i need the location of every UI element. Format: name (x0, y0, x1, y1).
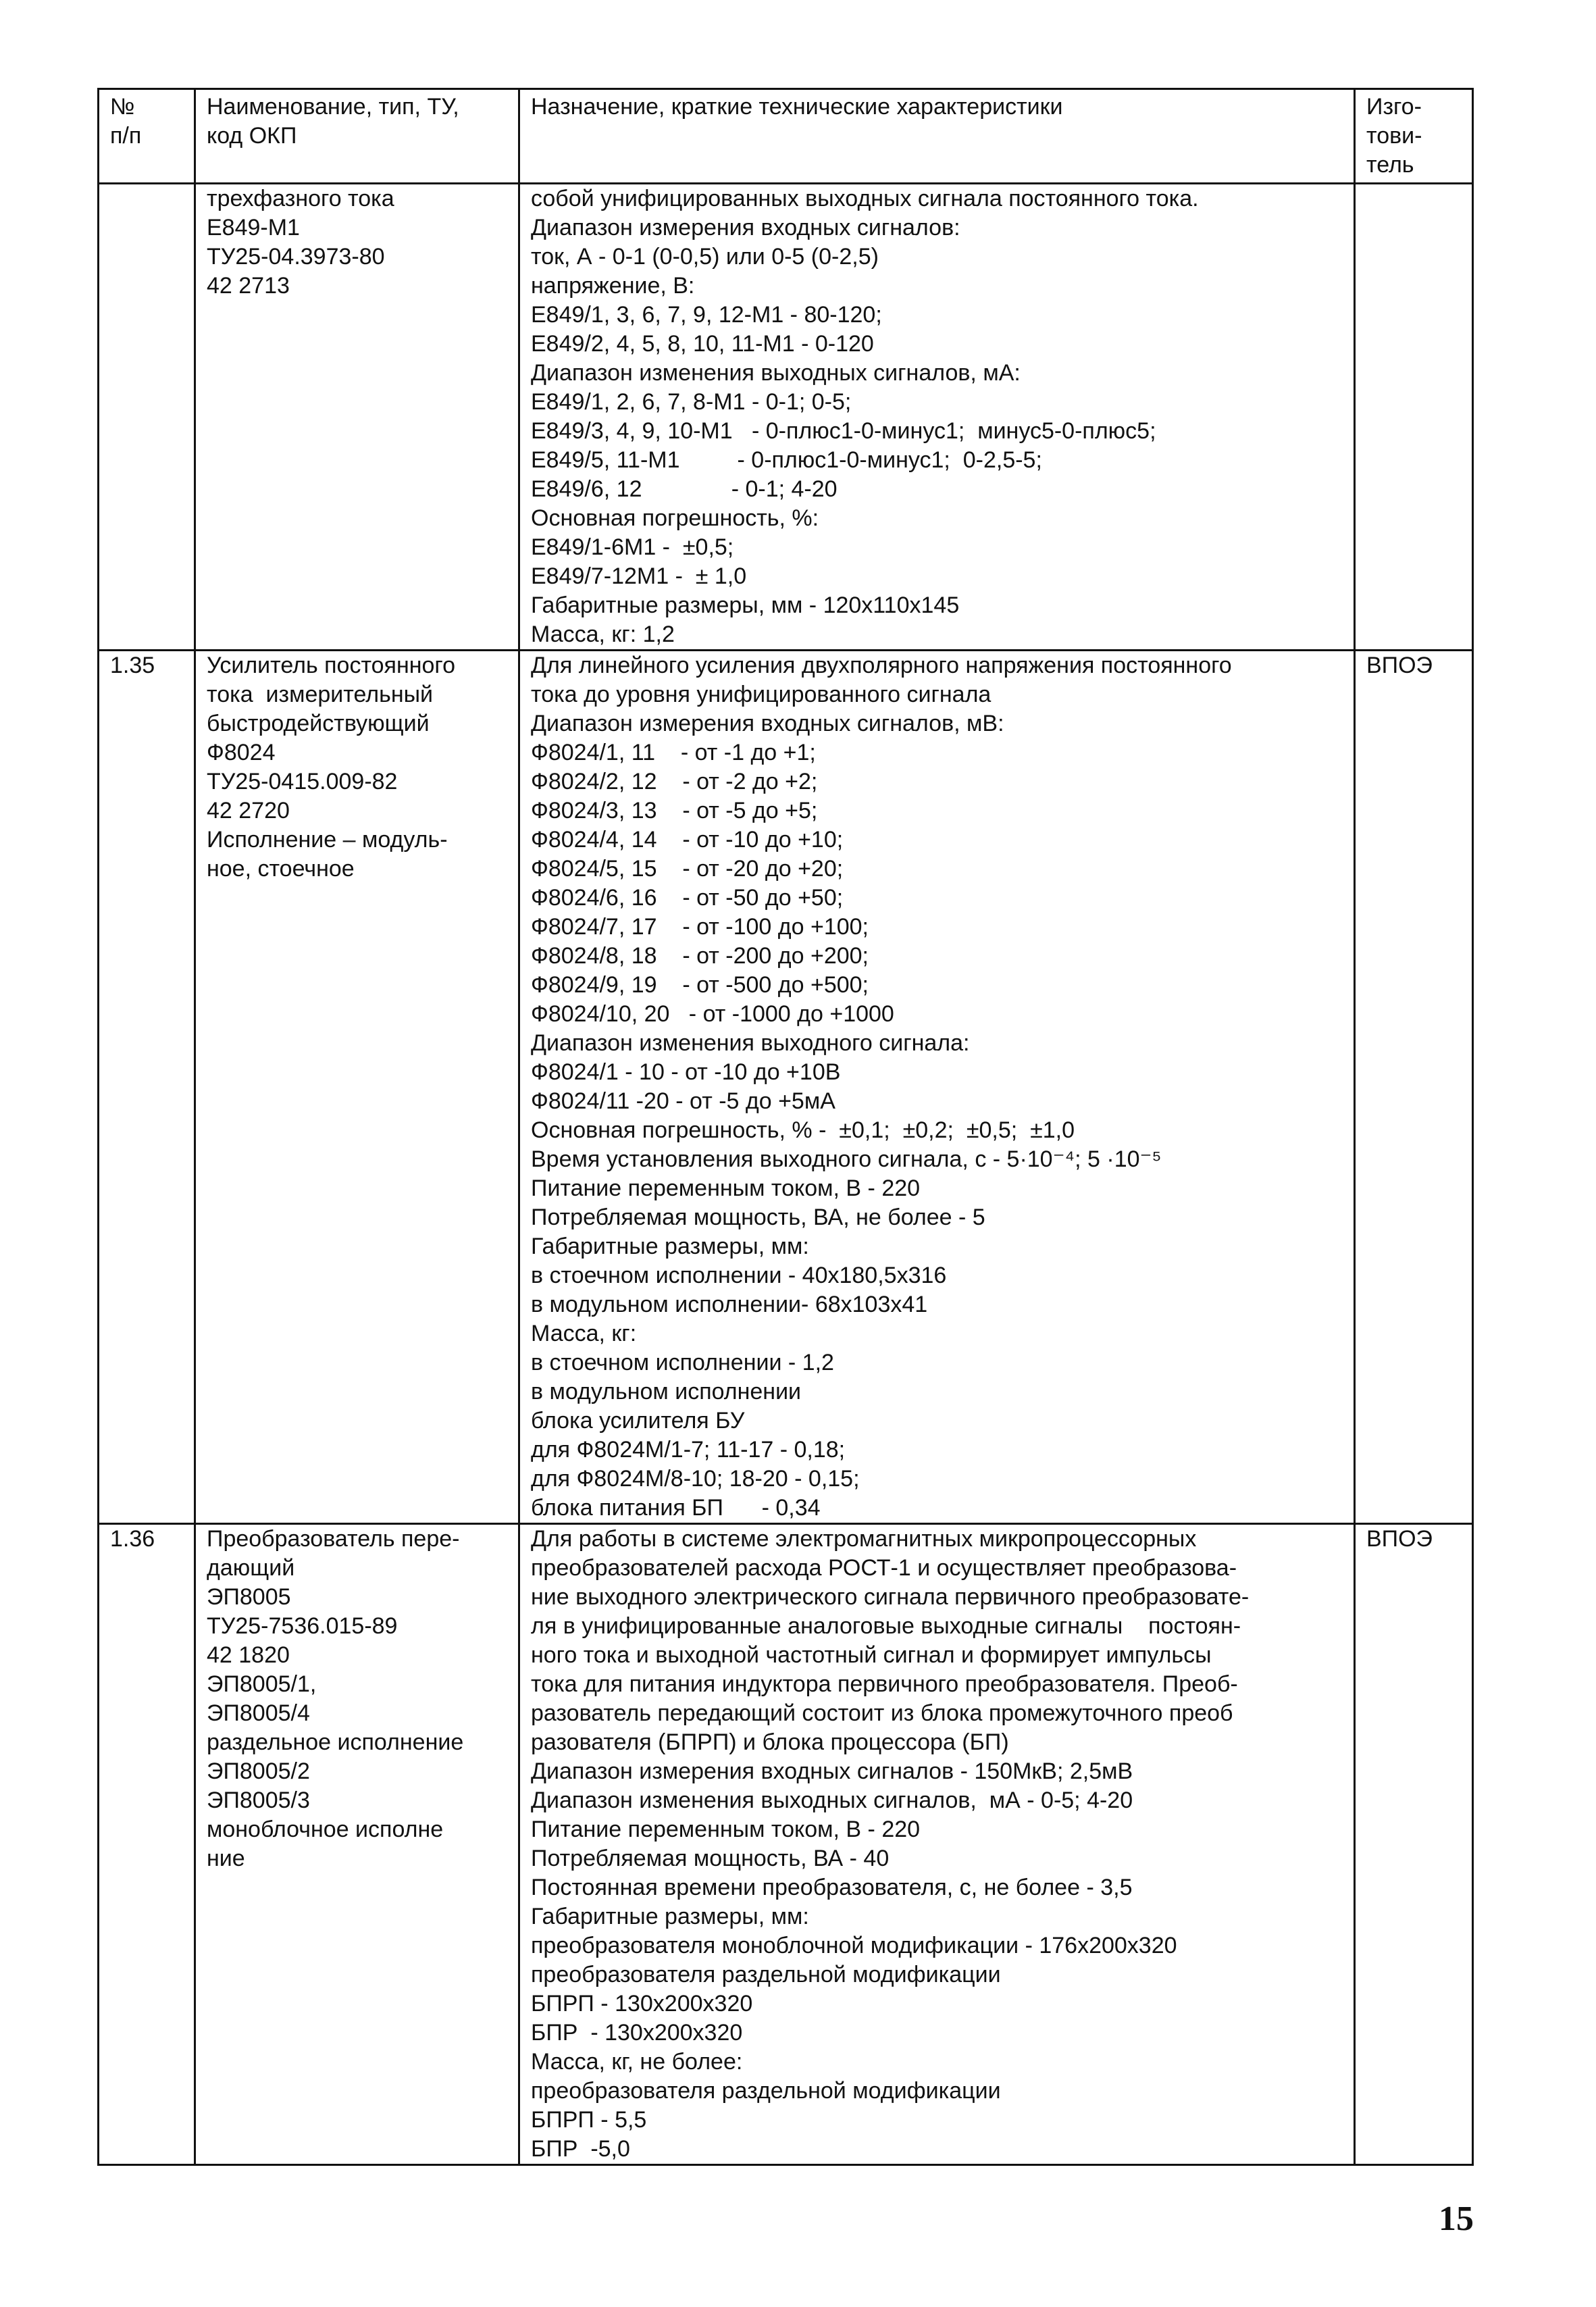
desc-line: Ф8024/1 - 10 - от -10 до +10В (531, 1059, 841, 1085)
name-line: ние (207, 1846, 245, 1871)
name-line: 42 2713 (207, 273, 290, 299)
name-line: раздельное исполнение (207, 1729, 464, 1755)
maker-cell (1355, 651, 1473, 1524)
header-name-cell (195, 89, 519, 184)
desc-line: в стоечном исполнении - 1,2 (531, 1350, 834, 1375)
name-line: ЭП8005/2 (207, 1758, 310, 1784)
table-row (99, 1524, 1473, 2165)
header-maker-line: тель (1366, 152, 1414, 178)
desc-line: преобразователя раздельной модификации (531, 2078, 1001, 2104)
table-row (99, 651, 1473, 1524)
desc-line: блока усилителя БУ (531, 1408, 745, 1434)
desc-line: ток, А - 0-1 (0-0,5) или 0-5 (0-2,5) (531, 244, 879, 270)
desc-line: в модульном исполнении- 68х103х41 (531, 1292, 928, 1317)
desc-line: Е849/1-6М1 - ±0,5; (531, 534, 734, 560)
desc-line: Диапазон измерения входных сигналов, мВ: (531, 711, 1004, 736)
desc-line: БПР -5,0 (531, 2136, 630, 2162)
num-cell (99, 651, 195, 1524)
header-desc-line: Назначение, краткие технические характеристики (531, 94, 1063, 120)
desc-line: Диапазон изменения выходных сигналов, мА: (531, 360, 1021, 386)
header-num-line: № (110, 94, 135, 120)
header-desc-cell (519, 89, 1355, 184)
name-line: ТУ25-0415.009-82 (207, 769, 398, 794)
desc-line: преобразователя раздельной модификации (531, 1962, 1001, 1987)
name-line: ЭП8005 (207, 1584, 291, 1610)
desc-line: Масса, кг, не более: (531, 2049, 743, 2075)
desc-line: БПР - 130х200х320 (531, 2020, 743, 2046)
name-line: ЭП8005/1, (207, 1671, 317, 1697)
desc-line: Е849/7-12М1 - ± 1,0 (531, 563, 747, 589)
desc-line: в стоечном исполнении - 40х180,5х316 (531, 1263, 947, 1288)
desc-line: Ф8024/4, 14 - от -10 до +10; (531, 827, 844, 853)
desc-line: Диапазон изменения выходных сигналов, мА - 0-5; 4-20 (531, 1788, 1133, 1813)
desc-line: Основная погрешность, %: (531, 505, 819, 531)
desc-line: Ф8024/2, 12 - от -2 до +2; (531, 769, 818, 794)
page-number: 15 (1439, 2200, 1474, 2238)
num-cell (99, 1524, 195, 2165)
desc-line: разователь передающий состоит из блока промежуточного преоб (531, 1700, 1233, 1726)
desc-line: Время установления выходного сигнала, с - 5·10⁻⁴; 5 ·10⁻⁵ (531, 1146, 1162, 1172)
desc-line: тока до уровня унифицированного сигнала (531, 682, 992, 707)
maker-value: ВПОЭ (1366, 653, 1433, 678)
num-cell (99, 184, 195, 651)
desc-line: Потребляемая мощность, ВА, не более - 5 (531, 1205, 985, 1230)
desc-cell (519, 1524, 1355, 2165)
desc-line: тока для питания индуктора первичного преобразователя. Преоб- (531, 1671, 1238, 1697)
desc-line: Е849/2, 4, 5, 8, 10, 11-М1 - 0-120 (531, 331, 874, 357)
desc-line: Габаритные размеры, мм: (531, 1234, 809, 1259)
header-name-line: Наименование, тип, ТУ, (207, 94, 459, 120)
desc-line: БПРП - 5,5 (531, 2107, 647, 2133)
desc-line: Диапазон измерения входных сигналов - 150МкВ; 2,5мВ (531, 1758, 1133, 1784)
desc-line: Ф8024/7, 17 - от -100 до +100; (531, 914, 869, 940)
desc-line: Ф8024/8, 18 - от -200 до +200; (531, 943, 869, 969)
name-line: моноблочное исполне (207, 1817, 444, 1842)
desc-line: Постоянная времени преобразователя, с, не более - 3,5 (531, 1875, 1133, 1900)
header-name-line: код ОКП (207, 123, 297, 149)
desc-line: для Ф8024М/1-7; 11-17 - 0,18; (531, 1437, 846, 1463)
desc-line: ля в унифицированные аналоговые выходные сигналы постоян- (531, 1613, 1241, 1639)
name-line: Е849-М1 (207, 215, 300, 240)
desc-line: Для работы в системе электромагнитных микропроцессорных (531, 1526, 1197, 1552)
desc-line: напряжение, В: (531, 273, 695, 299)
desc-line: Ф8024/9, 19 - от -500 до +500; (531, 972, 869, 998)
desc-line: ние выходного электрического сигнала первичного преобразовате- (531, 1584, 1250, 1610)
maker-cell (1355, 184, 1473, 651)
desc-line: разователя (БПРП) и блока процессора (БП) (531, 1729, 1009, 1755)
desc-cell (519, 651, 1355, 1524)
table-header-row (99, 89, 1473, 184)
desc-line: Ф8024/6, 16 - от -50 до +50; (531, 885, 844, 911)
num-value: 1.35 (110, 653, 155, 678)
name-line: 42 1820 (207, 1642, 290, 1668)
desc-line: Е849/3, 4, 9, 10-М1 - 0-плюс1-0-минус1; минус5-0-плюс5; (531, 418, 1156, 444)
desc-cell (519, 184, 1355, 651)
name-cell (195, 651, 519, 1524)
desc-line: Масса, кг: (531, 1321, 637, 1346)
name-line: ТУ25-04.3973-80 (207, 244, 385, 270)
name-line: ЭП8005/4 (207, 1700, 310, 1726)
header-num-line: п/п (110, 123, 142, 149)
header-num-cell (99, 89, 195, 184)
name-line: трехфазного тока (207, 186, 394, 211)
desc-line: ного тока и выходной частотный сигнал и формирует импульсы (531, 1642, 1212, 1668)
table-body (99, 184, 1473, 2165)
desc-line: Для линейного усиления двухполярного напряжения постоянного (531, 653, 1232, 678)
name-line: Усилитель постоянного (207, 653, 455, 678)
name-line: быстродействующий (207, 711, 430, 736)
name-line: Преобразователь пере- (207, 1526, 460, 1552)
desc-line: преобразователей расхода РОСТ-1 и осуществляет преобразова- (531, 1555, 1237, 1581)
desc-line: Питание переменным током, В - 220 (531, 1817, 921, 1842)
desc-line: Е849/5, 11-М1 - 0-плюс1-0-минус1; 0-2,5-5; (531, 447, 1042, 473)
desc-line: Потребляемая мощность, ВА - 40 (531, 1846, 890, 1871)
table-row (99, 184, 1473, 651)
desc-line: Габаритные размеры, мм - 120х110х145 (531, 592, 960, 618)
desc-line: собой унифицированных выходных сигнала постоянного тока. (531, 186, 1199, 211)
desc-line: Ф8024/5, 15 - от -20 до +20; (531, 856, 844, 882)
desc-line: блока питания БП - 0,34 (531, 1495, 821, 1521)
header-maker-line: Изго- (1366, 94, 1422, 120)
desc-line: Е849/1, 3, 6, 7, 9, 12-М1 - 80-120; (531, 302, 882, 328)
desc-line: Масса, кг: 1,2 (531, 622, 675, 647)
header-maker-line: тови- (1366, 123, 1422, 149)
desc-line: Ф8024/3, 13 - от -5 до +5; (531, 798, 818, 823)
name-line: тока измерительный (207, 682, 434, 707)
name-line: ТУ25-7536.015-89 (207, 1613, 398, 1639)
name-cell (195, 184, 519, 651)
header-maker-cell (1355, 89, 1473, 184)
name-cell (195, 1524, 519, 2165)
desc-line: БПРП - 130х200х320 (531, 1991, 753, 2017)
maker-cell (1355, 1524, 1473, 2165)
desc-line: Питание переменным током, В - 220 (531, 1175, 921, 1201)
name-line: дающий (207, 1555, 295, 1581)
desc-line: Диапазон изменения выходного сигнала: (531, 1030, 970, 1056)
name-line: Исполнение – модуль- (207, 827, 448, 853)
desc-line: Ф8024/10, 20 - от -1000 до +1000 (531, 1001, 894, 1027)
desc-line: Ф8024/11 -20 - от -5 до +5мА (531, 1088, 835, 1114)
desc-line: Основная погрешность, % - ±0,1; ±0,2; ±0,5; ±1,0 (531, 1117, 1075, 1143)
name-line: ное, стоечное (207, 856, 355, 882)
product-catalog-table (97, 88, 1474, 2166)
desc-line: в модульном исполнении (531, 1379, 802, 1404)
desc-line: Е849/1, 2, 6, 7, 8-М1 - 0-1; 0-5; (531, 389, 852, 415)
desc-line: для Ф8024М/8-10; 18-20 - 0,15; (531, 1466, 860, 1492)
name-line: 42 2720 (207, 798, 290, 823)
desc-line: преобразователя моноблочной модификации - 176х200х320 (531, 1933, 1177, 1958)
desc-line: Диапазон измерения входных сигналов: (531, 215, 960, 240)
name-line: Ф8024 (207, 740, 276, 765)
desc-line: Ф8024/1, 11 - от -1 до +1; (531, 740, 816, 765)
desc-line: Е849/6, 12 - 0-1; 4-20 (531, 476, 838, 502)
maker-value: ВПОЭ (1366, 1526, 1433, 1552)
name-line: ЭП8005/3 (207, 1788, 310, 1813)
desc-line: Габаритные размеры, мм: (531, 1904, 809, 1929)
num-value: 1.36 (110, 1526, 155, 1552)
